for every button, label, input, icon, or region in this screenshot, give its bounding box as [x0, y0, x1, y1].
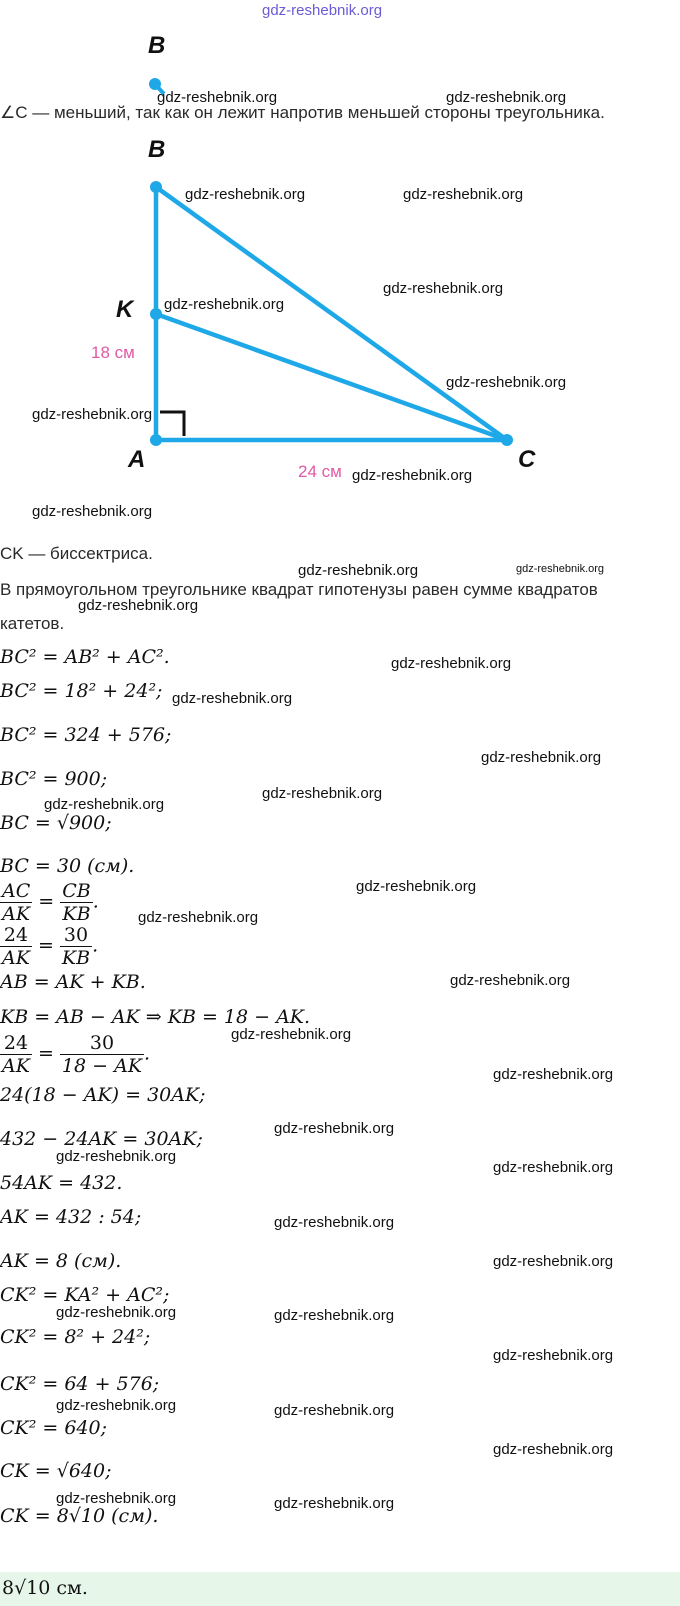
- watermark: gdz-reshebnik.org: [298, 562, 419, 579]
- equation-14: 54AK = 432.: [0, 1172, 123, 1194]
- vertex-label-b: B: [148, 136, 166, 163]
- triangle-figure: [0, 0, 680, 520]
- watermark: gdz-reshebnik.org: [493, 1441, 614, 1458]
- watermark: gdz-reshebnik.org: [493, 1253, 614, 1270]
- equation-5: BC = √900;: [0, 812, 112, 834]
- equation-9: AB = AK + KB.: [0, 971, 146, 993]
- watermark: gdz-reshebnik.org: [78, 597, 199, 614]
- vertex-label-c: C: [518, 446, 536, 473]
- watermark: gdz-reshebnik.org: [356, 878, 477, 895]
- side-bc: [156, 187, 507, 440]
- watermark: gdz-reshebnik.org: [56, 1397, 177, 1414]
- equation-6: BC = 30 (см).: [0, 855, 135, 877]
- equation-7: $\frac{AC}{AK}$ = $\frac{CB}{KB}$ .: [2, 880, 99, 925]
- equation-19: CK² = 64 + 576;: [0, 1373, 160, 1395]
- right-angle-mark: [160, 412, 184, 436]
- watermark: gdz-reshebnik.org: [231, 1026, 352, 1043]
- vertex-label-b: B: [148, 32, 166, 59]
- equation-17: CK² = KA² + AC²;: [0, 1284, 170, 1306]
- equation-15: AK = 432 : 54;: [0, 1206, 142, 1228]
- watermark: gdz-reshebnik.org: [274, 1307, 395, 1324]
- watermark: gdz-reshebnik.org: [32, 406, 153, 423]
- watermark: gdz-reshebnik.org: [391, 655, 512, 672]
- equation-1: BC² = AB² + AC².: [0, 646, 170, 668]
- equation-22: CK = 8√10 (см).: [0, 1505, 159, 1527]
- watermark: gdz-reshebnik.org: [44, 796, 165, 813]
- vertex-label-k: K: [116, 296, 134, 323]
- watermark: gdz-reshebnik.org: [274, 1214, 395, 1231]
- point-b: [150, 181, 162, 193]
- point-k: [150, 308, 162, 320]
- watermark: gdz-reshebnik.org: [446, 374, 567, 391]
- watermark: gdz-reshebnik.org: [450, 972, 571, 989]
- watermark: gdz-reshebnik.org: [185, 186, 306, 203]
- equation-16: AK = 8 (см).: [0, 1250, 122, 1272]
- watermark: gdz-reshebnik.org: [516, 563, 605, 575]
- equation-3: BC² = 324 + 576;: [0, 724, 172, 746]
- watermark: gdz-reshebnik.org: [274, 1120, 395, 1137]
- watermark: gdz-reshebnik.org: [481, 749, 602, 766]
- equation-8: $\frac{24}{AK}$ = $\frac{30}{KB}$ .: [2, 924, 99, 969]
- bisector-statement: CK — биссектриса.: [0, 544, 153, 563]
- point-a: [150, 434, 162, 446]
- watermark: gdz-reshebnik.org: [274, 1495, 395, 1512]
- watermark: gdz-reshebnik.org: [352, 467, 473, 484]
- watermark: gdz-reshebnik.org: [383, 280, 504, 297]
- equation-21: CK = √640;: [0, 1460, 112, 1482]
- watermark: gdz-reshebnik.org: [274, 1402, 395, 1419]
- watermark: gdz-reshebnik.org: [493, 1159, 614, 1176]
- watermark: gdz-reshebnik.org: [138, 909, 259, 926]
- watermark: gdz-reshebnik.org: [56, 1148, 177, 1165]
- equation-2: BC² = 18² + 24²;: [0, 680, 163, 702]
- watermark: gdz-reshebnik.org: [172, 690, 293, 707]
- watermark: gdz-reshebnik.org: [403, 186, 524, 203]
- watermark: gdz-reshebnik.org: [493, 1347, 614, 1364]
- answer-text: 8√10 см.: [2, 1577, 88, 1599]
- equation-11: $\frac{24}{AK}$ = $\frac{30}{18 - AK}$ .: [2, 1032, 151, 1077]
- watermark: gdz-reshebnik.org: [262, 2, 383, 19]
- watermark: gdz-reshebnik.org: [493, 1066, 614, 1083]
- angle-c-statement: ∠C — меньший, так как он лежит напротив меньшей стороны треугольника.: [0, 103, 605, 122]
- side-ak-length: 18 см: [91, 343, 135, 362]
- watermark: gdz-reshebnik.org: [157, 89, 278, 106]
- vertex-label-a: A: [128, 446, 146, 473]
- side-ac-length: 24 см: [298, 462, 342, 481]
- equation-12: 24(18 − AK) = 30AK;: [0, 1084, 206, 1106]
- point-c: [501, 434, 513, 446]
- watermark: gdz-reshebnik.org: [32, 503, 153, 520]
- watermark: gdz-reshebnik.org: [164, 296, 285, 313]
- theorem-line-1: В прямоугольном треугольнике квадрат гипотенузы равен сумме квадратов: [0, 580, 598, 599]
- equation-18: CK² = 8² + 24²;: [0, 1326, 151, 1348]
- equation-20: CK² = 640;: [0, 1417, 108, 1439]
- watermark: gdz-reshebnik.org: [262, 785, 383, 802]
- answer-box: [0, 1572, 680, 1606]
- watermark: gdz-reshebnik.org: [56, 1490, 177, 1507]
- watermark: gdz-reshebnik.org: [56, 1304, 177, 1321]
- theorem-line-2: катетов.: [0, 614, 65, 633]
- equation-10: KB = AB − AK ⇒ KB = 18 − AK.: [0, 1006, 311, 1028]
- equation-4: BC² = 900;: [0, 768, 108, 790]
- equation-13: 432 − 24AK = 30AK;: [0, 1128, 203, 1150]
- watermark: gdz-reshebnik.org: [446, 89, 567, 106]
